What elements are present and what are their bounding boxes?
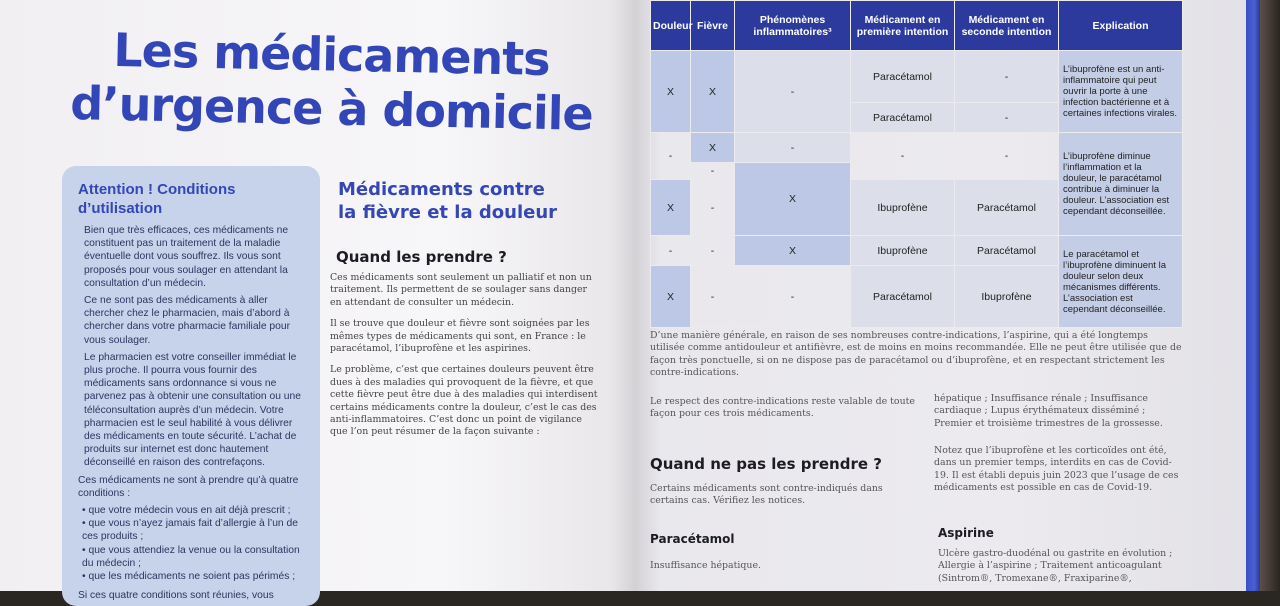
cell-first: Paracétamol: [851, 51, 955, 103]
cell-explication: L’ibuprofène diminue l’inflammation et la douleur, le paracétamol contribue à diminuer la douleur. L’association est cependant déconseillée.: [1059, 133, 1183, 236]
covid-note: Notez que l’ibuprofène et les corticoïdes ont été, dans un premier temps, interdits en cas de Covid-19. Il est établi depuis juin 2023 que l’usage de ces médicaments est possible en cas de Covid-19.: [934, 445, 1179, 494]
medication-table: [650, 0, 1183, 328]
title-line-2: d’urgence à domicile: [69, 75, 594, 141]
paracetamol-heading: Paracétamol: [650, 532, 735, 546]
callout-title: Attention ! Conditions d’utilisation: [78, 181, 236, 217]
cell-douleur: -: [651, 133, 691, 180]
cell-second: Paracétamol: [955, 236, 1059, 266]
section-paragraph-1: Ces médicaments sont seulement un palliatif et non un traitement. Ils permettent de se soulager sans danger en attendant de consulter un médecin.: [330, 272, 592, 308]
cell-fievre: X: [691, 51, 735, 133]
cell-fievre: -: [691, 236, 735, 266]
conditions-list: [78, 504, 308, 583]
book-cover-edge: [1260, 0, 1280, 591]
cell-fievre: -: [691, 180, 735, 236]
fever-pain-section: [330, 178, 598, 448]
table-row: [651, 51, 1183, 103]
callout-conditions-intro: Ces médicaments ne sont à prendre qu’à quatre conditions :: [78, 474, 299, 499]
header-fievre: Fièvre: [691, 1, 735, 51]
callout-last-line: Si ces quatre conditions sont réunies, vous: [78, 590, 274, 602]
aspirin-heading: Aspirine: [938, 526, 994, 540]
warning-callout: [62, 166, 320, 606]
condition-item: • que vous n’ayez jamais fait d’allergie à l’un de ces produits ;: [82, 518, 298, 543]
cell-phen: -: [735, 51, 851, 133]
cell-fievre: X: [691, 133, 735, 163]
condition-item: • que vous attendiez la venue ou la consultation du médecin ;: [82, 544, 300, 569]
header-explication: Explication: [1059, 1, 1183, 51]
paracetamol-contra: Insuffisance hépatique.: [650, 560, 761, 571]
condition-item: • que votre médecin vous en ait déjà prescrit ;: [82, 505, 291, 517]
cell-douleur: X: [651, 180, 691, 236]
cell-douleur: X: [651, 266, 691, 328]
header-first-intention: Médicament en première intention: [851, 1, 955, 51]
cell-explication: L’ibuprofène est un anti-inflammatoire qui peut ouvrir la porte à une infection bactérienne et à certaines infections virales.: [1059, 51, 1183, 133]
section-paragraph-2: Il se trouve que douleur et fièvre sont soignées par les mêmes types de médicaments qui sont, en France : le paracétamol, l’ibuprofène et les aspirines.: [330, 318, 590, 355]
cell-first: Ibuprofène: [851, 180, 955, 236]
title-line-1: Les médicaments: [112, 22, 551, 87]
condition-item: • que les médicaments ne soient pas périmés ;: [82, 571, 296, 583]
cell-phen: -: [735, 133, 851, 163]
cell-first: Paracétamol: [851, 103, 955, 133]
cell-phen: X: [735, 236, 851, 266]
cell-phen: X: [735, 163, 851, 236]
table-row: [651, 133, 1183, 163]
cell-first: -: [851, 133, 955, 180]
cell-second: -: [955, 51, 1059, 103]
callout-paragraph-2: Ce ne sont pas des médicaments à aller chercher chez le pharmacien, mais d’abord à chercher dans votre pharmacie familiale pour vous soulager.: [84, 295, 291, 346]
when-not-take-heading: Quand ne pas les prendre ?: [650, 455, 882, 473]
header-second-intention: Médicament en seconde intention: [955, 1, 1059, 51]
ibuprofen-contra-continued: hépatique ; Insuffisance rénale ; Insuffisance cardiaque ; Lupus érythémateux disséminé ; Premier et troisième trimestres de la grossesse.: [934, 393, 1163, 429]
cell-phen: -: [735, 266, 851, 328]
cell-second: Paracétamol: [955, 180, 1059, 236]
aspirin-note: D’une manière générale, en raison de ses nombreuses contre-indications, l’aspirine, qui a été longtemps utilisée comme antidouleur et antifièvre, est de moins en moins recommandée. Elle ne peut être utilisée que de façon très ponctuelle, si on ne dispose pas de paracétamol ou d’ibuprofène, et en respectant strictement les contre-indications.: [650, 330, 1182, 379]
cell-fievre: -: [691, 266, 735, 328]
cell-first: Ibuprofène: [851, 236, 955, 266]
callout-paragraph-1: Bien que très efficaces, ces médicaments ne constituent pas un traitement de la maladie éventuelle dont vous souffrez. Ils vous sont proposés pour vous soulager en attendant la consultation d’un médecin.: [84, 225, 289, 289]
section-title: [338, 178, 598, 224]
cell-douleur: -: [651, 236, 691, 266]
page-title: [70, 22, 612, 141]
cell-first: Paracétamol: [851, 266, 955, 328]
cell-fievre: -: [691, 163, 735, 180]
section-paragraph-3: Le problème, c’est que certaines douleurs peuvent être dues à des maladies qui provoquent de la fièvre, et que cette fièvre peut être due à des maladies qui interdisent certains médicaments contre la douleur, c’est le cas des anti-inflammatoires. C’est donc un point de vigilance que l’on peut résumer de la façon suivante :: [330, 364, 598, 438]
when-take-heading: Quand les prendre ?: [336, 248, 507, 266]
table-header-row: [651, 1, 1183, 51]
contraindications-intro: Certains médicaments sont contre-indiqués dans certains cas. Vérifiez les notices.: [650, 483, 883, 507]
section-title-line-1: Médicaments contre: [338, 179, 545, 200]
cell-second: Ibuprofène: [955, 266, 1059, 328]
contraindications-respect: Le respect des contre-indications reste valable de toute façon pour ces trois médicaments.: [650, 396, 915, 420]
header-douleur: Douleur: [651, 1, 691, 51]
cell-second: -: [955, 133, 1059, 180]
cell-explication: Le paracétamol et l’ibuprofène diminuent la douleur selon deux mécanismes différents. L’association est cependant déconseillée.: [1059, 236, 1183, 328]
header-phenomenes: Phénomènes inflammatoires³: [735, 1, 851, 51]
book-edge: [1246, 0, 1260, 591]
cell-douleur: X: [651, 51, 691, 133]
section-title-line-2: la fièvre et la douleur: [338, 202, 558, 223]
aspirin-contra: Ulcère gastro-duodénal ou gastrite en évolution ; Allergie à l’aspirine ; Traitement anticoagulant (Sintrom®, Tromexane®, Fraxiparine®,: [938, 548, 1173, 584]
cell-second: -: [955, 103, 1059, 133]
table-row: [651, 236, 1183, 266]
callout-paragraph-3: Le pharmacien est votre conseiller immédiat le plus proche. Il pourra vous fournir des médicaments sans ordonnance si vous ne parvenez pas à obtenir une consultation ou une téléconsultation auprès d’un médecin. Votre pharmacien est le seul habilité à vous délivrer des médicaments en toute sécurité. L’achat de produits sur internet est donc hautement déconseillé en raison des contrefaçons.: [84, 351, 301, 469]
